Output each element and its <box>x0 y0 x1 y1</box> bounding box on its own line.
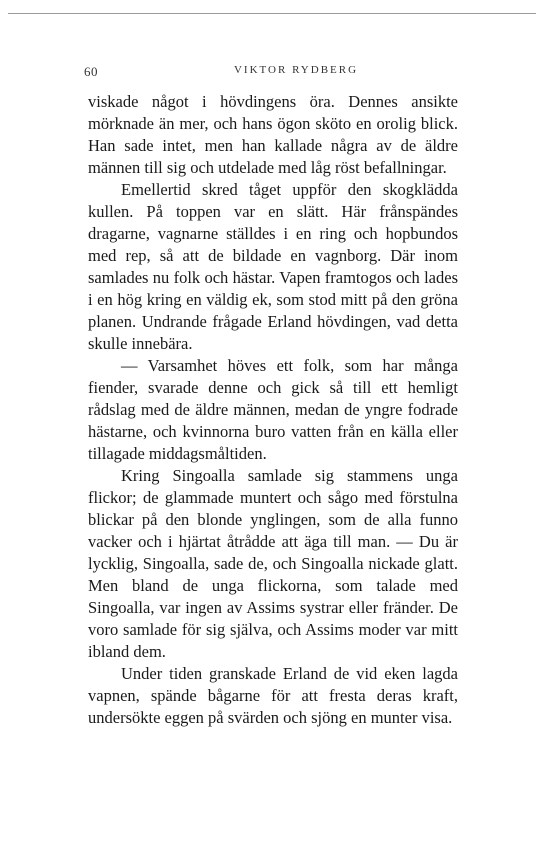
paragraph: Under tiden granskade Erland de vid eken lagda vapnen, spände bågarne för att fresta deras kraft, undersökte eggen på svärden och sjöng en munter visa. <box>88 664 458 727</box>
paragraph-continuation: viskade något i hövdingens öra. Dennes ansikte mörknade än mer, och hans ögon sköto en orolig blick. Han sade intet, men han kallade några av de äldre männen till sig och utdelade med låg röst befallningar. <box>88 92 458 177</box>
top-rule <box>8 13 536 14</box>
body-text <box>88 91 458 729</box>
page-number: 60 <box>84 64 98 79</box>
paragraph: Kring Singoalla samlade sig stammens unga flickor; de glammade muntert och sågo med förstulna blickar på den blonde ynglingen, som de alla funno vacker och i hjärtat åtrådde att äga till man. — Du är lycklig, Singoalla, sade de, och Singoalla nickade glatt. Men bland de unga flickorna, som talade med Singoalla, var ingen av Assims systrar eller fränder. De voro samlade för sig själva, och Assims moder var mitt ibland dem. <box>88 466 458 661</box>
paragraph: — Varsamhet höves ett folk, som har många fiender, svarade denne och gick så till ett hemligt rådslag med de äldre männen, medan de yngre fodrade hästarne, och kvinnorna buro vatten från en källa eller tillagade middagsmåltiden. <box>88 356 458 463</box>
page-header <box>84 64 464 84</box>
running-head: VIKTOR RYDBERG <box>233 64 359 76</box>
paragraph: Emellertid skred tåget uppför den skogklädda kullen. På toppen var en slätt. Här frånspändes dragarne, vagnarne ställdes i en ring och hopbundos med rep, så att de bildade en vagnborg. Där inom samlades nu folk och hästar. Vapen framtogos och lades i en hög kring en väldig ek, som stod mitt på den gröna planen. Undrande frågade Erland hövdingen, vad detta skulle innebära. <box>88 180 458 353</box>
